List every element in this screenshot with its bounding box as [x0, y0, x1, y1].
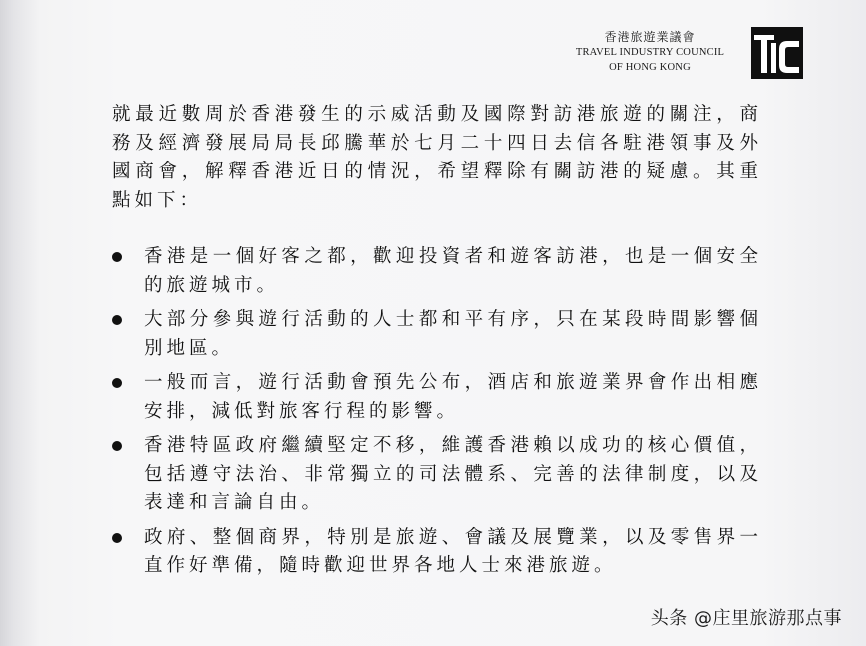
source-watermark: 头条 @庄里旅游那点事 [650, 608, 842, 629]
key-point-text: 一般而言，遊行活動會預先公布，酒店和旅遊業界會作出相應安排，減低對旅客行程的影響。 [144, 372, 762, 422]
key-point-text: 香港特區政府繼續堅定不移，維護香港賴以成功的核心價值，包括遵守法治、非常獨立的司法體系、完善的法律制度，以及表達和言論自由。 [144, 435, 762, 513]
bullet-icon [112, 533, 122, 543]
tic-logo [751, 27, 803, 79]
letter-body [112, 101, 762, 587]
organization-header [560, 30, 740, 75]
bullet-icon [112, 315, 122, 325]
tic-logo-graphic [751, 27, 803, 79]
key-point-text: 大部分參與遊行活動的人士都和平有序，只在某段時間影響個別地區。 [144, 309, 762, 359]
org-name-english-line2: OF HONG KONG [609, 62, 691, 73]
bullet-icon [112, 441, 122, 451]
key-points-list [112, 243, 762, 581]
intro-paragraph: 就最近數周於香港發生的示威活動及國際對訪港旅遊的關注，商務及經濟發展局局長邱騰華於七月二十四日去信各駐港領事及外國商會，解釋香港近日的情況，希望釋除有關訪港的疑慮。其重點如下： [112, 104, 762, 211]
key-point-item [112, 369, 762, 426]
bullet-icon [112, 378, 122, 388]
key-point-text: 香港是一個好客之都，歡迎投資者和遊客訪港，也是一個安全的旅遊城市。 [144, 246, 762, 296]
org-name-chinese: 香港旅遊業議會 [604, 30, 696, 44]
key-point-item [112, 524, 762, 581]
key-point-item [112, 306, 762, 363]
org-name-english-line1: TRAVEL INDUSTRY COUNCIL [575, 47, 725, 58]
key-point-text: 政府、整個商界，特別是旅遊、會議及展覽業，以及零售界一直作好準備，隨時歡迎世界各地人士來港旅遊。 [144, 526, 762, 576]
key-point-item [112, 243, 762, 300]
key-point-item [112, 432, 762, 518]
bullet-icon [112, 252, 122, 262]
